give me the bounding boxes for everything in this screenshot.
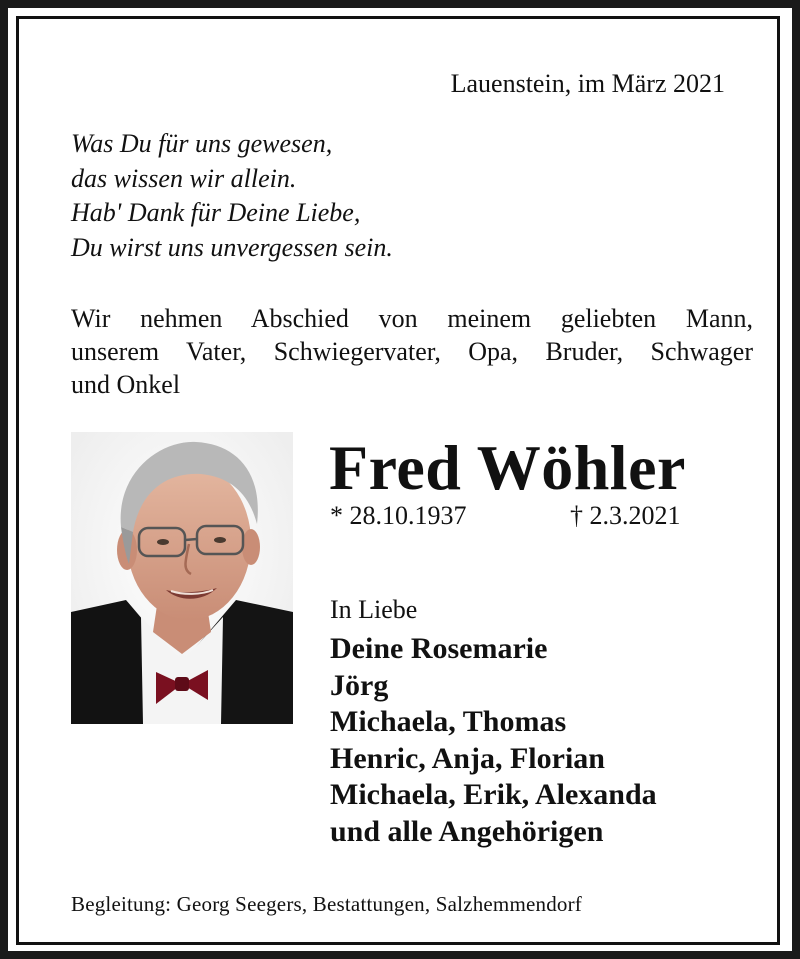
farewell-text — [71, 302, 753, 401]
mourner-line: und alle Angehörigen — [330, 814, 604, 848]
portrait-illustration — [71, 432, 293, 724]
birth-date: * 28.10.1937 — [330, 501, 467, 530]
mourner-line: Henric, Anja, Florian — [330, 741, 605, 775]
poem-line: das wissen wir allein. — [71, 163, 297, 193]
life-dates — [330, 501, 681, 531]
mourner-line: Michaela, Thomas — [330, 705, 567, 738]
deceased-name: Fred Wöhler — [329, 432, 686, 503]
death-date: † 2.3.2021 — [570, 501, 681, 530]
poem-line: Hab' Dank für Deine Liebe, — [71, 198, 361, 227]
place-date: Lauenstein, im März 2021 — [450, 69, 725, 98]
mourners-list — [330, 631, 657, 850]
in-love-phrase: In Liebe — [330, 595, 418, 624]
poem-line: Du wirst uns unvergessen sein. — [71, 232, 393, 262]
obituary-notice — [8, 8, 792, 951]
poem-line: Was Du für uns gewesen, — [71, 129, 333, 158]
mourner-line: Deine Rosemarie — [330, 632, 548, 665]
mourner-line: Jörg — [330, 668, 389, 702]
notice-border — [16, 16, 780, 945]
farewell-line: unserem Vater, Schwiegervater, Opa, Bruder, Schwager — [71, 337, 753, 366]
farewell-line: und Onkel — [71, 370, 181, 399]
funeral-service-credit: Begleitung: Georg Seegers, Bestattungen, Salzhemmendorf — [71, 892, 582, 916]
portrait-photo — [71, 432, 293, 724]
mourner-line: Michaela, Erik, Alexanda — [330, 778, 657, 811]
farewell-line: Wir nehmen Abschied von meinem geliebten Mann, — [71, 304, 753, 333]
poem — [71, 127, 393, 265]
